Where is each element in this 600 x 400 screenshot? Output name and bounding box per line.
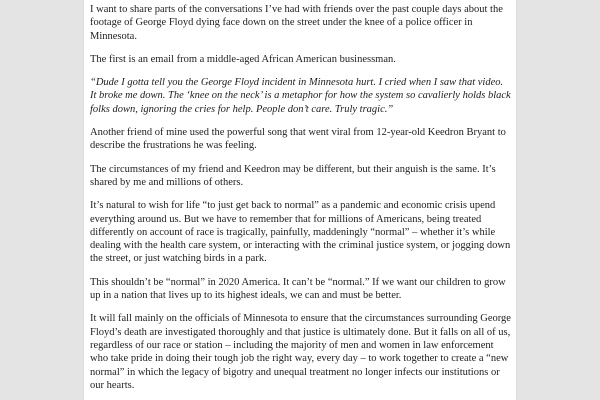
paragraph-email-quote: “Dude I gotta tell you the George Floyd incident in Minnesota hurt. I cried when I saw that video. It broke me down. The ‘knee on the neck’ is a metaphor for how the system so cavalierly holds black folks down, ignoring the cries for help. People don’t care. Truly tragic.” [90,77,511,115]
letter-body [90,3,512,400]
paragraph-2020-america: This shouldn’t be “normal” in 2020 America. It can’t be “normal.” If we want our children to grow up in a nation that lives up to its highest ideals, we can and must be better. [90,276,506,302]
paragraph-intro: I want to share parts of the conversations I’ve had with friends over the past couple days about the footage of George Floyd dying face down on the street under the knee of a police officer in Minnesota. [90,4,503,42]
letter-page [84,0,516,400]
paragraph-shared-anguish: The circumstances of my friend and Keedron may be different, but their anguish is the same. It’s shared by me and millions of others. [90,163,496,188]
paragraph-keedron-song: Another friend of mine used the powerful song that went viral from 12-year-old Keedron Bryant to describe the frustrations he was feeling. [90,127,506,152]
paragraph-new-normal: It will fall mainly on the officials of Minnesota to ensure that the circumstances surrounding George Floyd’s death are investigated thoroughly and that justice is ultimately done. But it falls on all of us, regardless of our race or station – including the majority of men and women in law enforcement who take pride in doing their tough job the right way, every day – to work together to create a “new normal” in which the legacy of bigotry and unequal treatment no longer infects our institutions or our hearts. [90,313,511,391]
paragraph-email-intro: The first is an email from a middle-aged African American businessman. [90,53,396,65]
paragraph-back-to-normal: It’s natural to wish for life “to just get back to normal” as a pandemic and economic crisis upend everything around us. But we have to remember that for millions of Americans, being treated differently on account of race is tragically, painfully, maddeningly “normal” – whether it’s while dealing with the health care system, or interacting with the criminal justice system, or jogging down the street, or just watching birds in a park. [90,200,511,265]
